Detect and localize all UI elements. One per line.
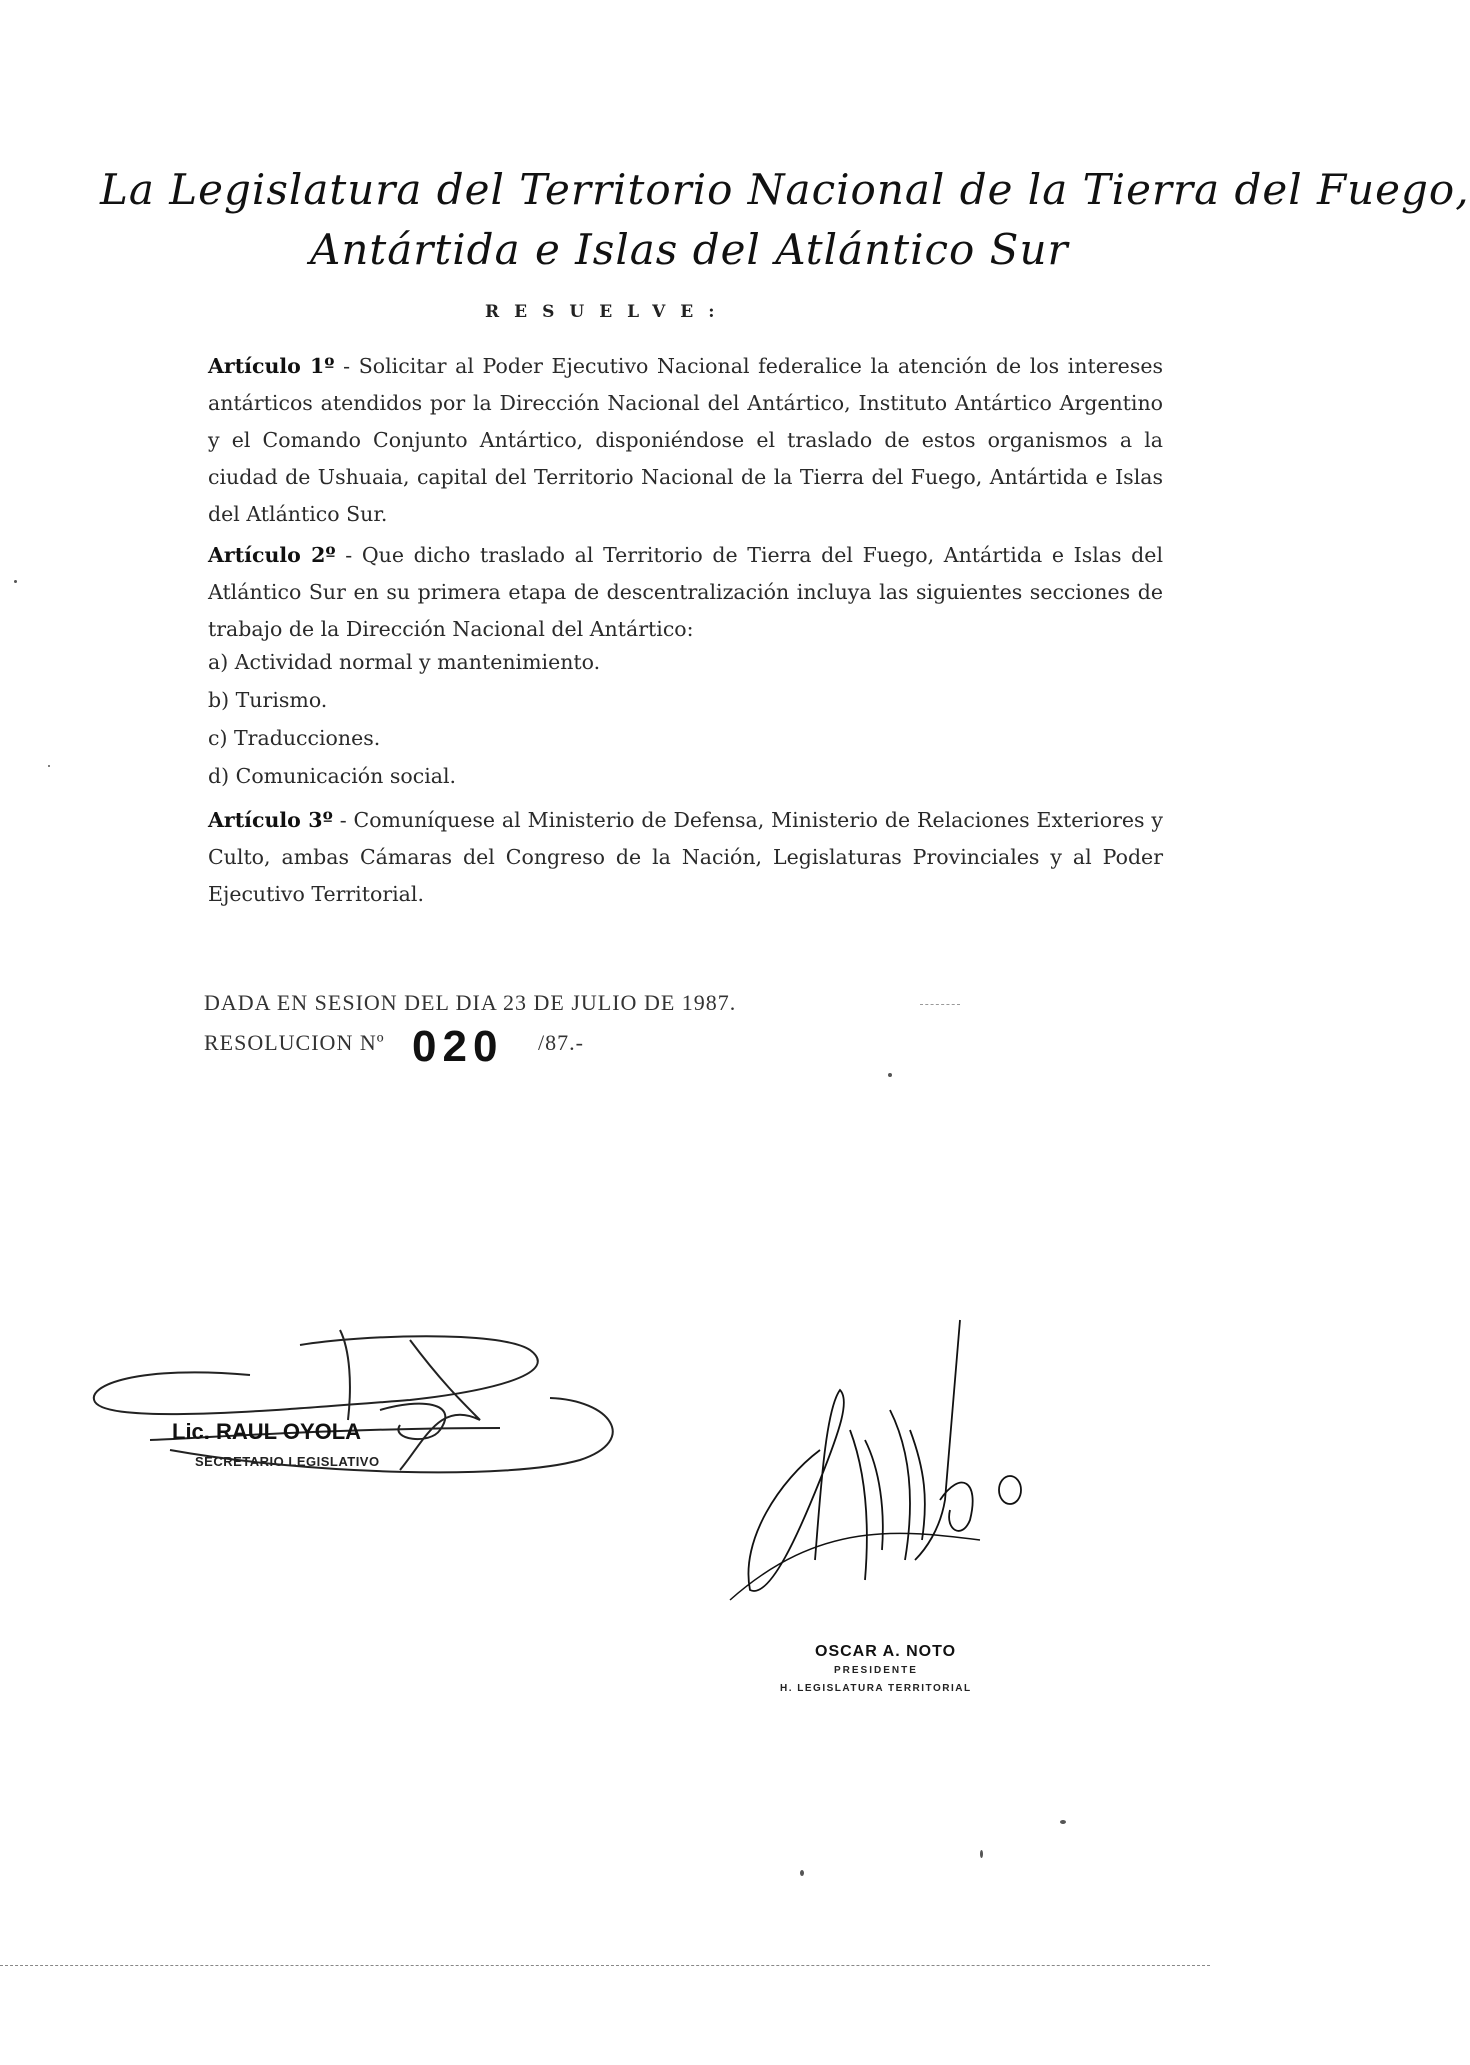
scan-speck xyxy=(1060,1820,1066,1824)
right-signatory-name: OSCAR A. NOTO xyxy=(815,1643,957,1660)
list-item: b) Turismo. xyxy=(208,688,328,712)
left-signatory-name: Lic. RAUL OYOLA xyxy=(172,1419,362,1444)
resolution-label: RESOLUCION Nº xyxy=(204,1030,385,1055)
list-item: a) Actividad normal y mantenimiento. xyxy=(208,650,601,674)
scan-speck xyxy=(888,1073,892,1077)
article-1-text: - Solicitar al Poder Ejecutivo Nacional federalice la atención de los intereses antárticos atendidos por la Dirección Nacional del Antártico, Instituto Antártico Argentino y el Comando Conjunto Antártico, disponiéndose el traslado de estos organismos a la ciudad de Ushuaia, capital del Territorio Nacional de la Tierra del Fuego, Antártida e Islas del Atlántico Sur. xyxy=(208,354,1163,526)
left-signatory-title: SECRETARIO LEGISLATIVO xyxy=(195,1454,380,1469)
resuelve-heading: RESUELVE: xyxy=(485,302,730,322)
scan-line xyxy=(920,1004,960,1005)
document-title-line2: Antártida e Islas del Atlántico Sur xyxy=(310,225,1069,274)
resolution-suffix: /87.- xyxy=(538,1030,584,1055)
list-item: d) Comunicación social. xyxy=(208,764,457,788)
session-date: DADA EN SESION DEL DIA 23 DE JULIO DE 1987. xyxy=(204,990,737,1015)
article-2-label: Artículo 2º xyxy=(208,543,336,567)
right-signatory-org: H. LEGISLATURA TERRITORIAL xyxy=(780,1683,972,1694)
article-2-text: - Que dicho traslado al Territorio de Tierra del Fuego, Antártida e Islas del Atlántico Sur en su primera etapa de descentralización incluya las siguientes secciones de trabajo de la Dirección Nacional del Antártico: xyxy=(208,543,1163,641)
scan-speck xyxy=(980,1850,983,1858)
scan-bottom-line xyxy=(0,1965,1210,1966)
article-1 xyxy=(208,348,1163,533)
article-3-label: Artículo 3º xyxy=(208,808,333,832)
scan-speck xyxy=(800,1870,804,1876)
scan-speck xyxy=(48,765,50,767)
article-3-text: - Comuníquese al Ministerio de Defensa, Ministerio de Relaciones Exteriores y Culto, ambas Cámaras del Congreso de la Nación, Legislaturas Provinciales y al Poder Ejecutivo Territorial. xyxy=(208,808,1163,906)
right-signatory-title: PRESIDENTE xyxy=(834,1665,918,1676)
article-2 xyxy=(208,537,1163,648)
resolution-number: 020 xyxy=(412,1022,504,1071)
right-signature-scribble xyxy=(700,1300,1060,1640)
list-item: c) Traducciones. xyxy=(208,726,381,750)
document-title-line1: La Legislatura del Territorio Nacional de la Tierra del Fuego, xyxy=(100,165,1470,214)
article-3 xyxy=(208,802,1163,913)
scan-speck xyxy=(14,580,17,583)
article-1-label: Artículo 1º xyxy=(208,354,335,378)
